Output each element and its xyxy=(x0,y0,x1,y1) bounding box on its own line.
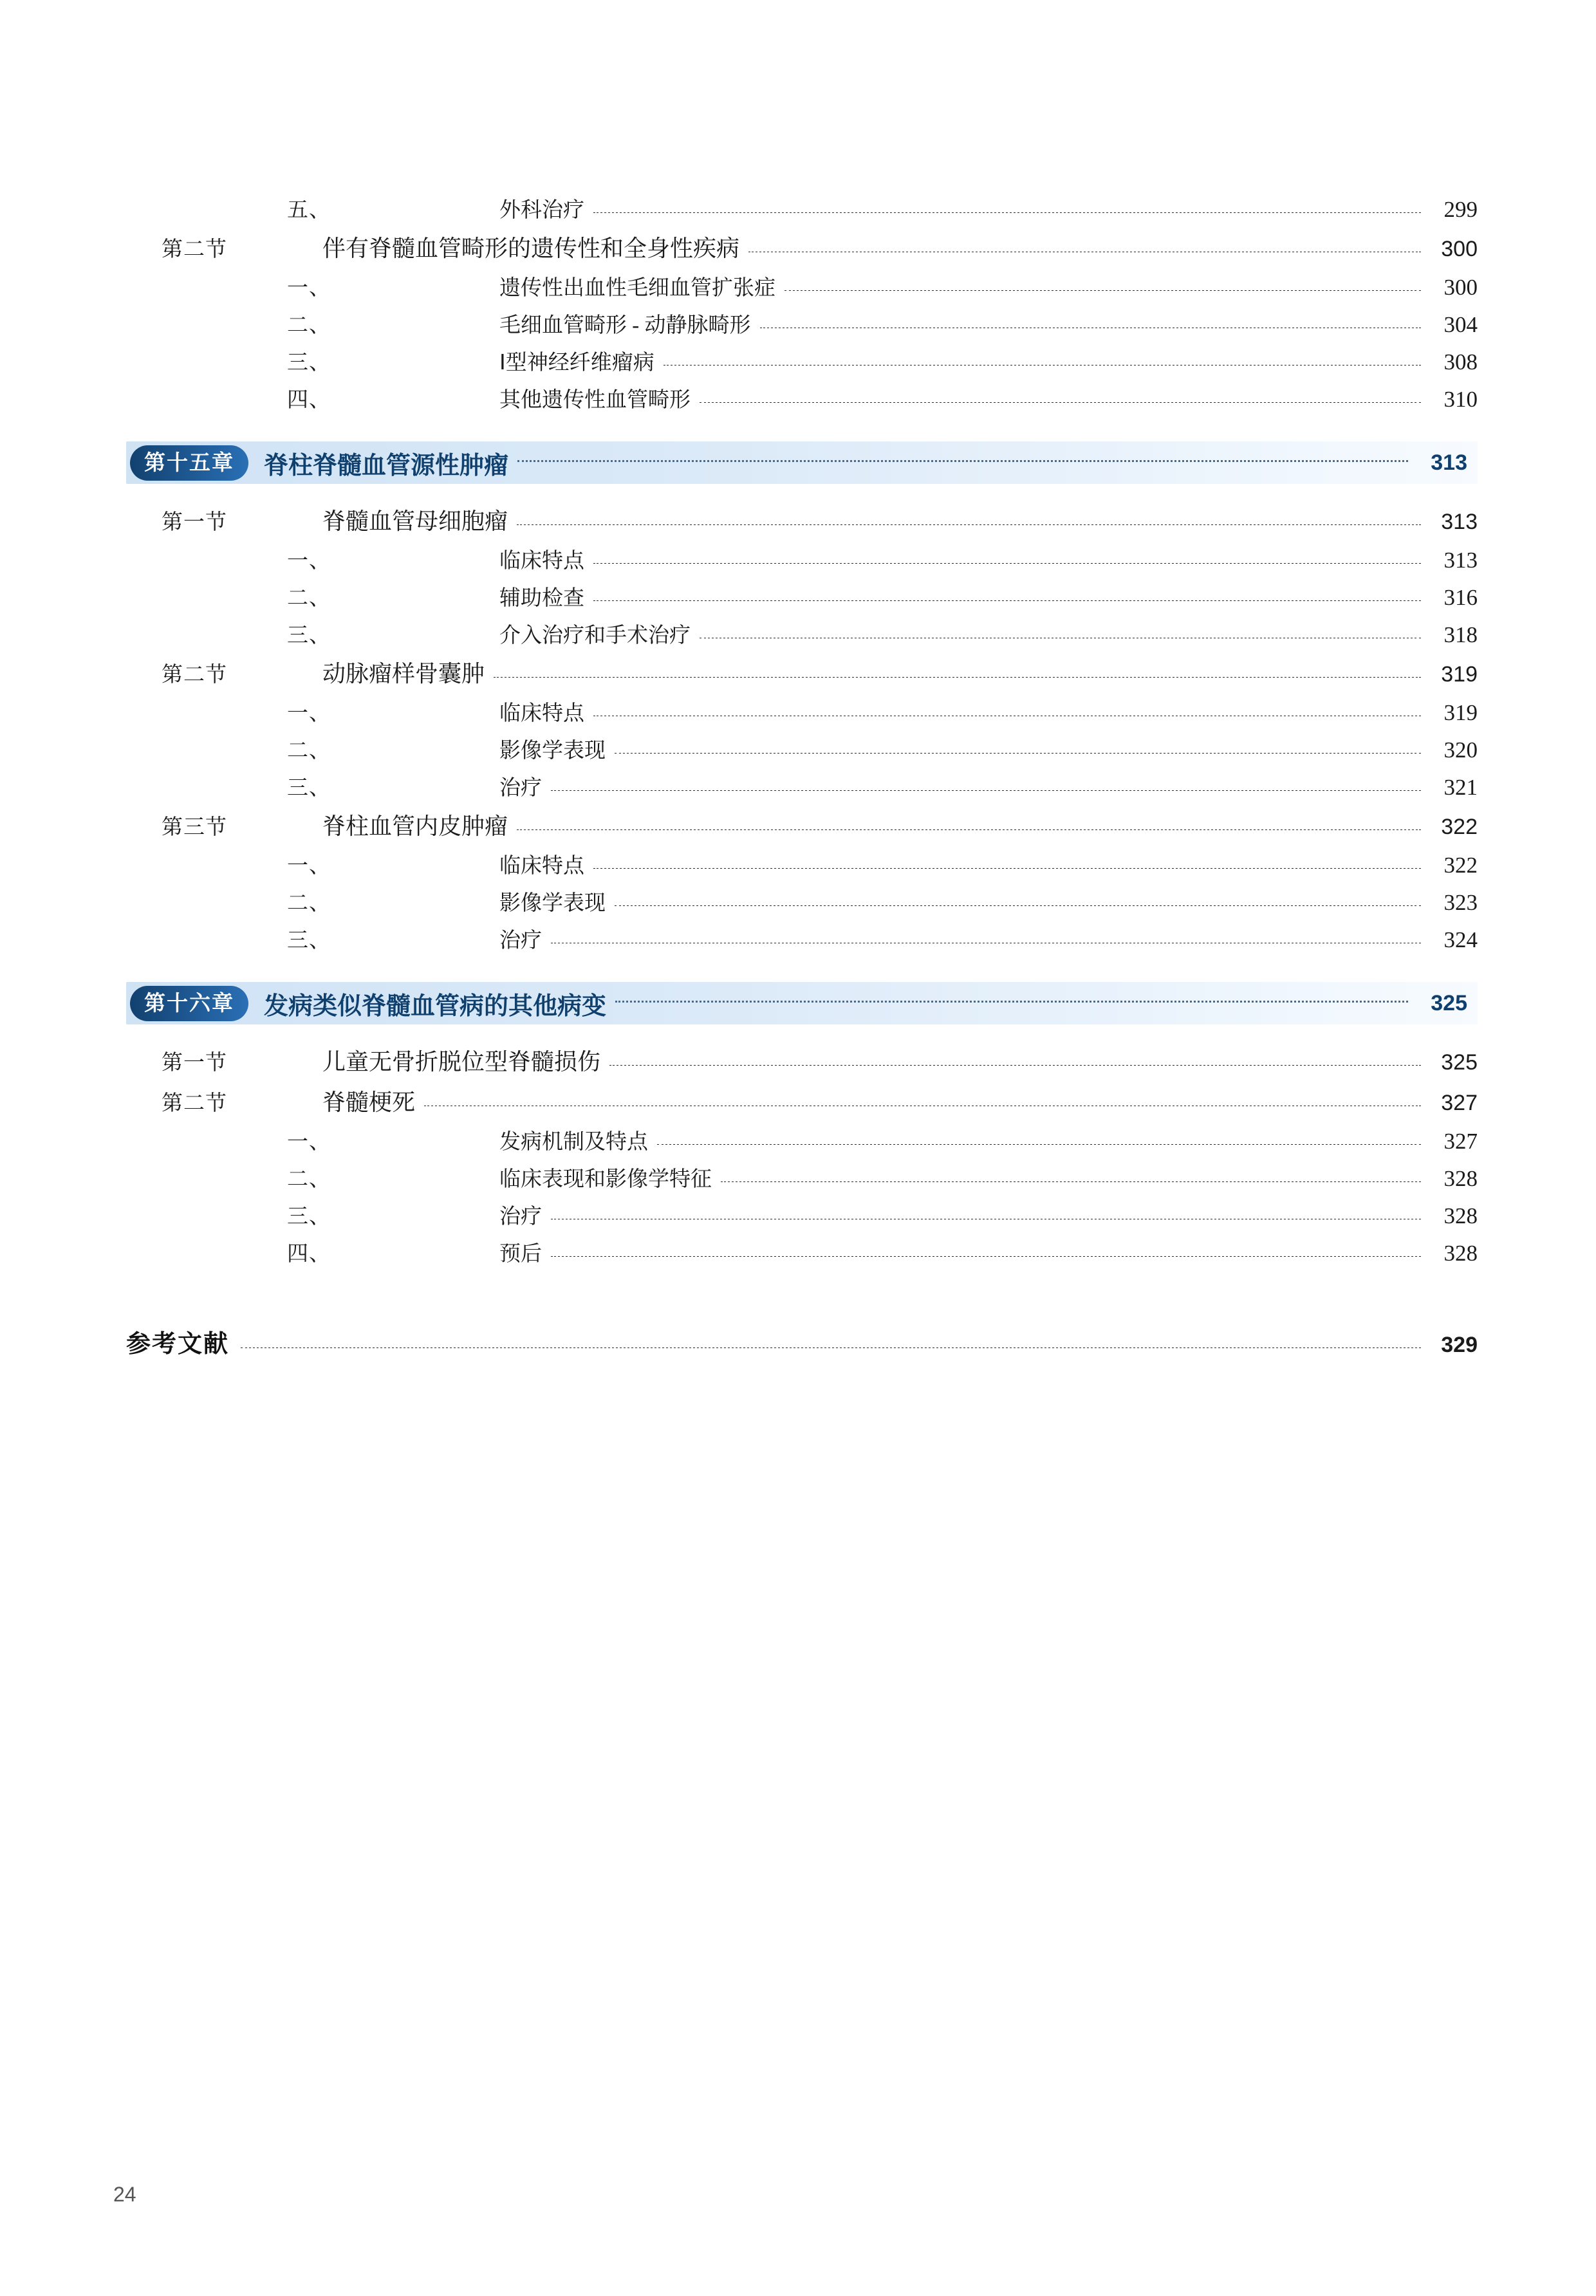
leader-dots xyxy=(517,460,1408,461)
toc-section-page: 300 xyxy=(1441,237,1478,261)
leader-dots xyxy=(784,290,1421,291)
leader-dots xyxy=(593,600,1421,601)
toc-section-page: 327 xyxy=(1441,1091,1478,1115)
leader-dots xyxy=(615,905,1421,906)
toc-item-number: 四、 xyxy=(287,389,331,412)
toc-section[interactable] xyxy=(126,503,1478,536)
leader-dots xyxy=(615,753,1421,754)
toc-section-label: 脊髓血管母细胞瘤 xyxy=(322,508,508,534)
toc-item[interactable] xyxy=(126,849,1478,879)
toc-item-number: 一、 xyxy=(287,550,331,573)
toc-item-label: 遗传性出血性毛细血管扩张症 xyxy=(499,277,775,300)
toc-item-label: 影像学表现 xyxy=(499,739,606,763)
chapter-title: 脊柱脊髓血管源性肿瘤 xyxy=(264,452,509,479)
leader-dots xyxy=(494,677,1421,678)
toc-section-number: 第一节 xyxy=(162,1050,227,1074)
leader-dots xyxy=(241,1347,1421,1348)
references-page: 329 xyxy=(1441,1333,1478,1357)
toc-item-label: 其他遗传性血管畸形 xyxy=(499,389,691,412)
toc-item-label: 影像学表现 xyxy=(499,892,606,915)
toc-section-page: 319 xyxy=(1441,662,1478,687)
toc-item[interactable] xyxy=(126,308,1478,338)
references-label: 参考文献 xyxy=(126,1331,230,1358)
toc-item[interactable] xyxy=(126,581,1478,611)
toc-section[interactable] xyxy=(126,808,1478,841)
toc-item-number: 三、 xyxy=(287,624,331,647)
leader-dots xyxy=(593,563,1421,564)
toc-item-page: 328 xyxy=(1443,1166,1478,1191)
toc-section-page: 322 xyxy=(1441,815,1478,839)
toc-item-label: 预后 xyxy=(499,1243,542,1266)
toc-content xyxy=(126,193,1478,1359)
leader-dots xyxy=(657,1144,1421,1145)
references-entry[interactable] xyxy=(126,1324,1478,1359)
toc-item-label: 治疗 xyxy=(499,777,542,800)
toc-item-page: 320 xyxy=(1443,737,1478,763)
toc-item-page: 328 xyxy=(1443,1241,1478,1266)
toc-item-page: 318 xyxy=(1443,622,1478,647)
toc-section[interactable] xyxy=(126,656,1478,689)
toc-item-number: 三、 xyxy=(287,351,331,375)
toc-item-label: 介入治疗和手术治疗 xyxy=(499,624,691,647)
toc-item-label: 外科治疗 xyxy=(499,199,584,222)
toc-section-label: 脊柱血管内皮肿瘤 xyxy=(322,813,508,839)
leader-dots xyxy=(593,212,1421,213)
toc-item-page: 324 xyxy=(1443,927,1478,952)
toc-item-number: 一、 xyxy=(287,702,331,725)
toc-item-number: 三、 xyxy=(287,1205,331,1228)
toc-item-label: 临床特点 xyxy=(499,550,584,573)
toc-section-label: 动脉瘤样骨囊肿 xyxy=(322,660,485,687)
toc-item-label: Ⅰ型神经纤维瘤病 xyxy=(499,351,654,375)
toc-item-number: 二、 xyxy=(287,1168,331,1191)
leader-dots xyxy=(609,1065,1421,1066)
toc-item-page: 310 xyxy=(1443,387,1478,412)
toc-item-page: 304 xyxy=(1443,312,1478,337)
toc-item-label: 临床特点 xyxy=(499,855,584,878)
toc-section-page: 313 xyxy=(1441,510,1478,534)
toc-section-label: 脊髓梗死 xyxy=(322,1089,416,1115)
toc-item-page: 316 xyxy=(1443,585,1478,610)
toc-section-page: 325 xyxy=(1441,1050,1478,1075)
toc-item[interactable] xyxy=(126,696,1478,727)
chapter-page: 313 xyxy=(1431,450,1467,475)
toc-item-page: 299 xyxy=(1443,197,1478,222)
toc-item-label: 辅助检查 xyxy=(499,587,584,610)
toc-section[interactable] xyxy=(126,1044,1478,1077)
leader-dots xyxy=(593,868,1421,869)
toc-item-label: 临床特点 xyxy=(499,702,584,725)
chapter-title: 发病类似脊髓血管病的其他病变 xyxy=(264,992,607,1020)
toc-item-label: 毛细血管畸形 - 动静脉畸形 xyxy=(499,314,751,337)
leader-dots xyxy=(517,524,1421,525)
toc-section-number: 第二节 xyxy=(162,662,227,686)
toc-item-label: 发病机制及特点 xyxy=(499,1131,648,1154)
toc-item[interactable] xyxy=(126,544,1478,574)
toc-item[interactable] xyxy=(126,193,1478,223)
toc-section-number: 第一节 xyxy=(162,510,227,533)
toc-item-page: 321 xyxy=(1443,775,1478,800)
toc-section-number: 第二节 xyxy=(162,1091,227,1115)
toc-item[interactable] xyxy=(126,1199,1478,1230)
toc-item-page: 328 xyxy=(1443,1203,1478,1228)
toc-item-label: 临床表现和影像学特征 xyxy=(499,1168,712,1191)
toc-item[interactable] xyxy=(126,1125,1478,1155)
toc-item-page: 319 xyxy=(1443,700,1478,725)
toc-item[interactable] xyxy=(126,923,1478,954)
toc-item-page: 313 xyxy=(1443,548,1478,573)
leader-dots xyxy=(700,402,1421,403)
chapter-number-pill: 第十六章 xyxy=(130,986,248,1021)
leader-dots xyxy=(551,790,1421,791)
toc-item-number: 三、 xyxy=(287,777,331,800)
toc-item[interactable] xyxy=(126,618,1478,649)
chapter-banner-16[interactable] xyxy=(126,982,1478,1024)
toc-item[interactable] xyxy=(126,383,1478,413)
toc-item-number: 三、 xyxy=(287,929,331,952)
toc-item-number: 一、 xyxy=(287,277,331,300)
toc-item[interactable] xyxy=(126,734,1478,764)
toc-item-number: 二、 xyxy=(287,892,331,915)
toc-item[interactable] xyxy=(126,1237,1478,1267)
toc-item[interactable] xyxy=(126,886,1478,916)
toc-item-number: 一、 xyxy=(287,855,331,878)
toc-item-number: 二、 xyxy=(287,587,331,610)
toc-item-number: 二、 xyxy=(287,314,331,337)
toc-item-page: 308 xyxy=(1443,349,1478,375)
toc-section-number: 第二节 xyxy=(162,237,227,261)
toc-item[interactable] xyxy=(126,346,1478,376)
leader-dots xyxy=(721,1181,1421,1182)
toc-section-number: 第三节 xyxy=(162,815,227,838)
toc-item-page: 300 xyxy=(1443,275,1478,300)
leader-dots xyxy=(517,829,1421,830)
toc-section[interactable] xyxy=(126,230,1478,263)
toc-item-label: 治疗 xyxy=(499,929,542,952)
leader-dots xyxy=(663,365,1421,366)
toc-section-label: 伴有脊髓血管畸形的遗传性和全身性疾病 xyxy=(322,235,740,261)
toc-item-number: 四、 xyxy=(287,1243,331,1266)
chapter-page: 325 xyxy=(1431,990,1467,1015)
chapter-banner-15[interactable] xyxy=(126,441,1478,484)
page-folio: 24 xyxy=(113,2183,136,2206)
toc-item-label: 治疗 xyxy=(499,1205,542,1228)
toc-item-page: 322 xyxy=(1443,853,1478,878)
toc-item[interactable] xyxy=(126,771,1478,801)
toc-item-number: 五、 xyxy=(287,199,331,222)
toc-item-page: 323 xyxy=(1443,890,1478,915)
toc-item-page: 327 xyxy=(1443,1129,1478,1154)
toc-item-number: 二、 xyxy=(287,739,331,763)
toc-item[interactable] xyxy=(126,271,1478,301)
leader-dots xyxy=(551,1256,1421,1257)
toc-item-number: 一、 xyxy=(287,1131,331,1154)
toc-item[interactable] xyxy=(126,1162,1478,1192)
chapter-number-pill: 第十五章 xyxy=(130,445,248,481)
toc-section[interactable] xyxy=(126,1084,1478,1117)
toc-section-label: 儿童无骨折脱位型脊髓损伤 xyxy=(322,1048,601,1075)
